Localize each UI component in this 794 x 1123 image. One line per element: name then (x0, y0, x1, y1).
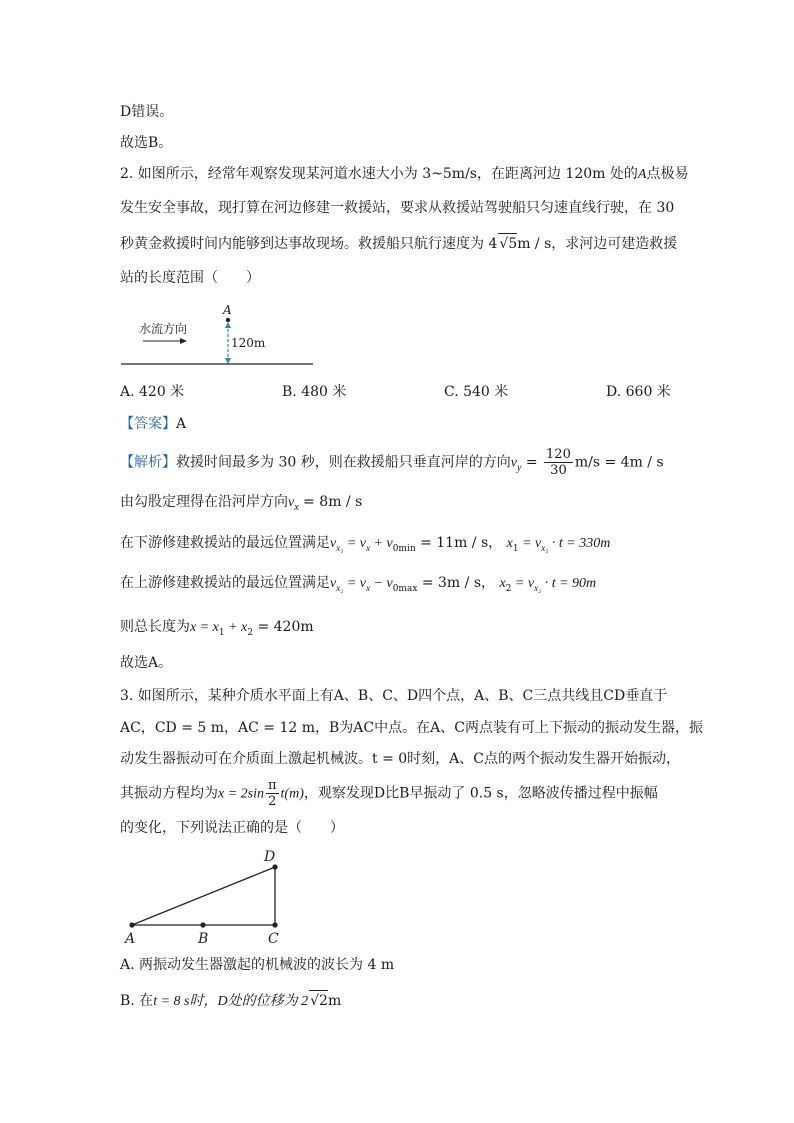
point-b-dot (200, 922, 205, 927)
analysis-line-2 (120, 492, 362, 518)
text: 2. 如图所示，经常年观察发现某河道水速大小为 3~5m/s，在距离河边 120m 处的 (120, 166, 638, 182)
flow-arrowhead (180, 338, 187, 344)
fraction (266, 778, 279, 809)
sqrt-symbol: √2 (309, 990, 328, 1011)
formula-part: = 11m / s， (415, 535, 503, 551)
var: v (288, 495, 295, 510)
question-2-line-3 (120, 233, 677, 254)
subscript: 1 (512, 543, 519, 554)
distance-arrowhead-bottom (225, 358, 231, 364)
subscript: x₂ (336, 582, 344, 593)
subscript: 0min (392, 543, 416, 554)
equals: = (521, 454, 543, 471)
formula-part: = 420m (253, 619, 314, 635)
analysis-line-4 (120, 573, 596, 599)
distance-arrowhead-top (225, 322, 231, 328)
subscript: 2 (247, 627, 254, 638)
option-a: A. 420 米 (120, 384, 185, 400)
text: 点极易 (646, 166, 689, 182)
text: ，观察发现D比B早振动了 0.5 s，忽略波传播过程中振幅 (303, 785, 658, 802)
formula-part: t(m) (280, 786, 304, 802)
subscript: x (366, 582, 371, 593)
numerator: 120 (546, 447, 571, 462)
option-d: D. 660 米 (606, 384, 671, 400)
formula-part: = v (511, 576, 535, 591)
formula-part: x = 2sin (218, 786, 264, 802)
subscript: 2 (505, 583, 512, 594)
text: 则总长度为 (120, 619, 190, 635)
question-3-line-5: 的变化，下列说法正确的是（ ） (120, 820, 344, 836)
subscript: y (516, 462, 522, 474)
point-a-dot (129, 922, 134, 927)
question-3-line-2: AC，CD = 5 m，AC = 12 m，B为AC中点。在A、C两点装有可上下振动的振动发生器，振 (120, 720, 703, 736)
analysis-line-1 (120, 447, 664, 483)
question-3-line-4 (120, 778, 658, 810)
subscript: x₁ (541, 542, 549, 553)
question-3-line-1: 3. 如图所示，某种介质水平面上有A、B、C、D四个点，A、B、C三点共线且CD垂直于 (120, 688, 668, 704)
text-line: D错误。 (120, 104, 174, 120)
question-3-option-b (120, 990, 341, 1012)
formula-part: x (499, 576, 506, 591)
question-3-option-a: A. 两振动发生器激起的机械波的波长为 4 m (120, 957, 395, 973)
subscript: 1 (218, 627, 225, 638)
option-b: B. 480 米 (282, 384, 347, 400)
radicand: 2 (319, 993, 328, 1009)
analysis-line-5 (120, 617, 314, 643)
subscript: x₂ (534, 582, 542, 593)
answer-value: A (176, 416, 187, 432)
var: v (330, 536, 337, 551)
answer-line (120, 414, 186, 434)
point-b-label: B (198, 931, 209, 947)
text: = 8m / s (298, 494, 363, 510)
point-d-dot (272, 864, 277, 869)
subscript: x₁ (336, 542, 344, 553)
segment-ad (132, 867, 275, 925)
question-2-line-2: 发生安全事故，现打算在河边修建一救援站，要求从救援站驾驶船只匀速直线行驶，在 30 (120, 200, 675, 216)
question-3-line-3: 动发生器振动可在介质面上激起机械波。t = 0时刻，A、C点的两个振动发生器开始振动， (120, 751, 680, 767)
text: m/s = 4m / s (574, 454, 664, 471)
unit: m (327, 993, 342, 1009)
text: 秒黄金救援时间内能够到达事故现场。救援船只航行速度为 4 (120, 236, 498, 252)
formula-part: x (506, 536, 513, 551)
var: v (330, 576, 337, 591)
question-2-line-1 (120, 164, 688, 185)
text-line: 故选B。 (120, 135, 173, 151)
sqrt-symbol: √5 (498, 233, 517, 254)
triangle-figure (118, 845, 298, 950)
point-a-dot (226, 318, 230, 322)
question-2-line-4: 站的长度范围（ ） (120, 270, 260, 286)
analysis-label: 【解析】 (120, 454, 176, 471)
radicand: 5 (508, 236, 518, 252)
point-a-label: A (223, 303, 232, 317)
analysis-line-6: 故选A。 (120, 655, 173, 671)
denominator: 30 (550, 463, 567, 478)
text: ，求河边可建造救援 (551, 236, 678, 252)
denominator: 2 (268, 794, 277, 809)
fraction (544, 447, 573, 478)
text: B. 在 (120, 993, 154, 1009)
formula-part: x = x (190, 620, 219, 635)
text: 在下游修建救援站的最远位置满足 (120, 535, 330, 551)
point-label: A (637, 167, 647, 182)
option-c: C. 540 米 (444, 384, 509, 400)
point-c-dot (272, 922, 277, 927)
formula-part: = v (343, 576, 367, 591)
text: 在上游修建救援站的最远位置满足 (120, 575, 330, 591)
flow-label: 水流方向 (139, 322, 188, 336)
formula-part: t = 8 s时，D处的位移为 2 (153, 994, 309, 1009)
text: 其振动方程均为 (120, 785, 218, 802)
point-d-label: D (264, 849, 276, 865)
formula-part: − v (370, 576, 393, 591)
var: v (510, 455, 517, 471)
formula-part: = 3m / s， (417, 575, 496, 591)
answer-label: 【答案】 (120, 416, 176, 432)
text: 救援时间最多为 30 秒，则在救援船只垂直河岸的方向 (176, 454, 511, 471)
formula-part: = v (343, 536, 367, 551)
distance-label: 120m (231, 336, 266, 350)
subscript: x (366, 542, 371, 553)
text: 由勾股定理得在沿河岸方向 (120, 494, 288, 510)
numerator: π (268, 778, 277, 793)
formula-part: · t = 330m (548, 536, 611, 551)
analysis-line-3 (120, 533, 610, 559)
subscript: x (294, 501, 299, 513)
formula-part: + v (370, 536, 393, 551)
formula-part: + x (224, 620, 248, 635)
point-c-label: C (268, 931, 279, 947)
formula-part: · t = 90m (541, 576, 597, 591)
subscript: 0max (392, 583, 418, 594)
formula-part: = v (518, 536, 542, 551)
point-a-label: A (125, 931, 136, 947)
unit: m / s (517, 236, 552, 252)
river-figure (115, 300, 325, 372)
